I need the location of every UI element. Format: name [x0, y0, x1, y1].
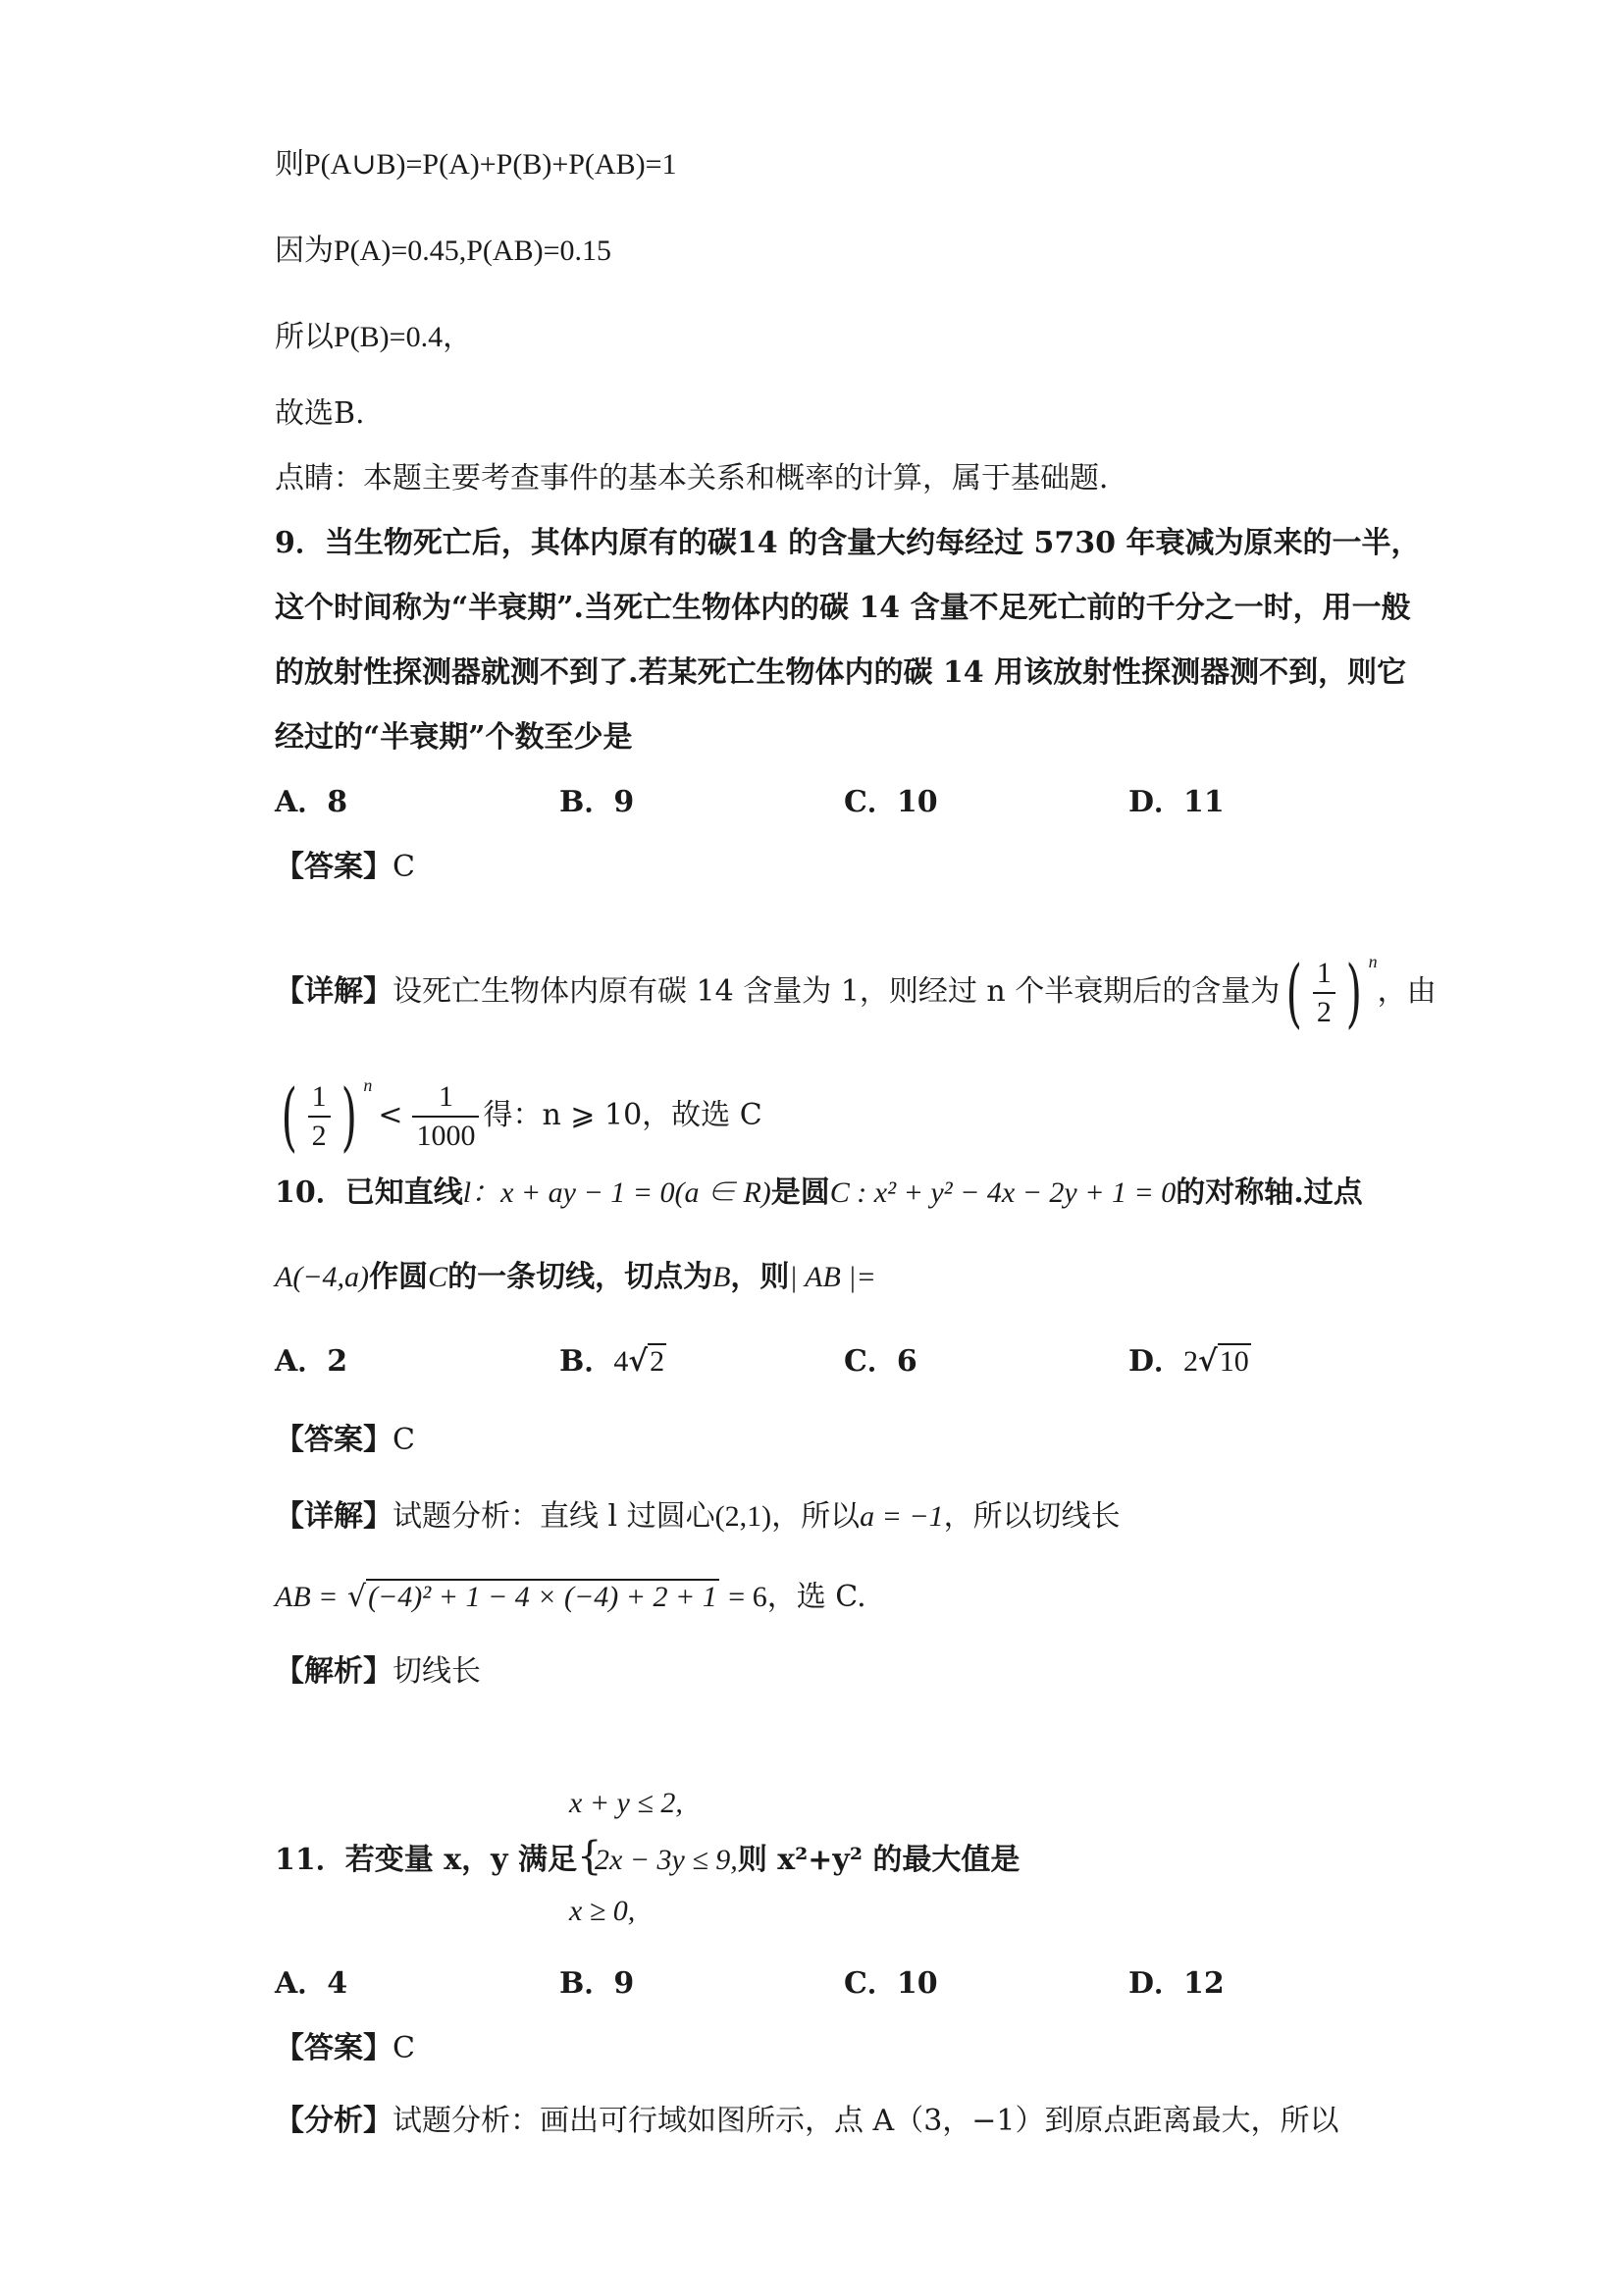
q9-answer	[275, 846, 415, 889]
q9-stem-line-1: 9．当生物死亡后，其体内原有的碳14 的含量大约每经过 5730 年衰减为原来的一半，	[275, 526, 1421, 560]
q11-constraint-1: x + y ≤ 2,	[569, 1787, 683, 1819]
circle-equation: C : x² + y² − 4x − 2y + 1 = 0	[829, 1176, 1177, 1209]
q10-detail-line-1: 【详解】试题分析：直线 l 过圆心(2,1)，所以a = −1，所以切线长	[275, 1499, 1121, 1534]
text-line-note: 点睛：本题主要考查事件的基本关系和概率的计算，属于基础题．	[275, 461, 1128, 496]
q11-option-d: D．12	[1128, 1966, 1225, 2001]
point-a: A(−4,a)	[275, 1261, 370, 1293]
q11-analysis: 【分析】试题分析：画出可行域如图所示，点 A（3，−1）到原点距离最大，所以	[275, 2104, 1339, 2138]
q9-stem-line-3: 的放射性探测器就测不到了.若某死亡生物体内的碳 14 用该放射性探测器测不到，则它	[275, 655, 1407, 690]
q10-option-b: B．4√2	[559, 1344, 665, 1379]
q10-analysis: 【解析】切线长	[275, 1654, 481, 1689]
text-line-given: 因为P(A)=0.45,P(AB)=0.15	[275, 235, 612, 267]
q9-detail-line-1: 【详解】设死亡生物体内原有碳 14 含量为 1，则经过 n 个半衰期后的含量为( $\frac{1}{2}$ ) $^n$，由	[275, 949, 1437, 1036]
q9-option-a: A．8	[275, 785, 348, 819]
segment-ab: | AB |=	[789, 1261, 876, 1293]
q11-stem: 11．若变量 x，y 满足{2x − 3y ≤ 9,则 x²+y² 的最大值是	[275, 1834, 1021, 1879]
fraction-half-2: $\frac{1}{2}$	[308, 1078, 331, 1155]
q10-option-a: A．2	[275, 1344, 348, 1379]
tangent-radical: (−4)² + 1 − 4 × (−4) + 2 + 1	[368, 1581, 717, 1613]
text-line-result: 所以P(B)=0.4，	[275, 321, 473, 353]
q11-constraint-3: x ≥ 0,	[569, 1895, 636, 1927]
q10-option-c: C．6	[844, 1344, 917, 1379]
detail-text-end: ，由	[1377, 974, 1437, 1009]
q10-stem-line-1: 10．已知直线l：x + ay − 1 = 0(a ∈ R)是圆C : x² + y² − 4x − 2y + 1 = 0的对称轴.过点	[275, 1175, 1363, 1210]
q9-option-c: C．10	[844, 785, 938, 819]
q10-stem-line-2: A(−4,a)作圆C的一条切线，切点为B，则| AB |=	[275, 1260, 876, 1294]
q10-answer: 【答案】C	[275, 1423, 415, 1457]
exponent-n-2: n	[363, 1075, 373, 1095]
fraction-thousandth: $\frac{1}{1000}$	[412, 1078, 479, 1155]
line-equation: l：x + ay − 1 = 0(a ∈ R)	[462, 1176, 771, 1209]
q9-stem-line-4: 经过的“半衰期”个数至少是	[275, 720, 633, 755]
detail-conclusion: 得：n ⩾ 10，故选 C	[483, 1098, 762, 1132]
q11-answer: 【答案】C	[275, 2031, 415, 2065]
fraction-half: $\frac{1}{2}$	[1313, 955, 1335, 1031]
q11-option-b: B．9	[559, 1966, 635, 2001]
q11-option-c: C．10	[844, 1966, 938, 2001]
text-line-choice: 故选B.	[275, 396, 365, 431]
q9-option-d: D．11	[1128, 785, 1225, 819]
text-line-union: 则P(A∪B)=P(A)+P(B)+P(AB)=1	[275, 148, 677, 181]
q11-option-a: A．4	[275, 1966, 348, 2001]
q9-detail-line-2: ( $\frac{1}{2}$ ) $^n$< $\frac{1}{1000}$ 得：n ⩾ 10，故选 C	[281, 1072, 762, 1160]
detail-text: 设死亡生物体内原有碳 14 含量为 1，则经过 n 个半衰期后的含量为	[393, 974, 1281, 1009]
q10-option-d: D．2√10	[1128, 1344, 1249, 1379]
exponent-n: n	[1368, 952, 1378, 971]
q11-constraint-2: 2x − 3y ≤ 9,	[594, 1844, 738, 1876]
answer-value: C	[393, 850, 415, 884]
detail-tag: 【详解】	[275, 974, 393, 1009]
q9-stem-line-2: 这个时间称为“半衰期”.当死亡生物体内的碳 14 含量不足死亡前的千分之一时，用一般	[275, 591, 1411, 625]
q10-detail-line-2: AB = √(−4)² + 1 − 4 × (−4) + 2 + 1 = 6，选 C.	[275, 1580, 866, 1614]
q9-option-b: B．9	[559, 785, 635, 819]
answer-tag: 【答案】	[275, 850, 393, 884]
